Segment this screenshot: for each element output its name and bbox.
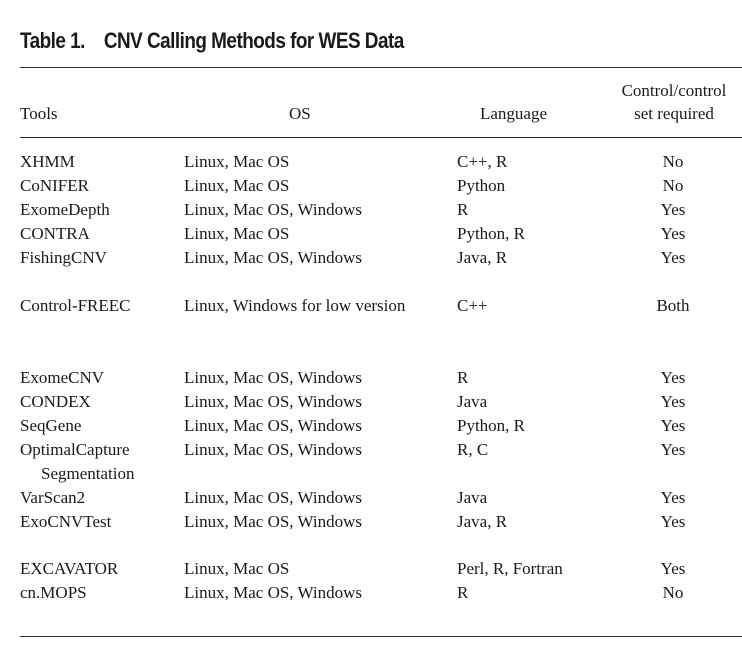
cell-os: Linux, Mac OS <box>184 152 290 171</box>
cell-control-required: Yes <box>660 488 686 507</box>
cell-control-required: Yes <box>660 248 686 267</box>
cell-language: C++, R <box>457 152 508 171</box>
cell-language: Java <box>457 488 488 507</box>
cell-language: Python <box>457 176 506 195</box>
cell-os: Linux, Mac OS, Windows <box>184 440 362 459</box>
cell-os: Linux, Mac OS, Windows <box>184 200 362 219</box>
cell-language: R, C <box>457 440 489 459</box>
cell-control-required: Yes <box>660 368 686 387</box>
cell-control-required: No <box>662 176 684 195</box>
cell-tool: ExomeCNV <box>20 368 105 387</box>
cell-control-required: Yes <box>660 512 686 531</box>
cell-control-required: Yes <box>660 200 686 219</box>
cell-tool: OptimalCapture <box>20 440 130 459</box>
bottom-rule <box>20 636 742 637</box>
cell-control-required: Yes <box>660 224 686 243</box>
cell-tool: ExomeDepth <box>20 200 110 219</box>
header-tools: Tools <box>20 104 58 123</box>
cell-os: Linux, Mac OS <box>184 559 290 578</box>
cell-language: Python, R <box>457 224 526 243</box>
cell-os: Linux, Mac OS, Windows <box>184 392 362 411</box>
cell-control-required: Yes <box>660 440 686 459</box>
cell-tool: XHMM <box>20 152 75 171</box>
cell-tool: CONDEX <box>20 392 91 411</box>
cell-tool: ExoCNVTest <box>20 512 112 531</box>
header-os: OS <box>289 104 311 123</box>
cell-tool: EXCAVATOR <box>20 559 119 578</box>
cell-os: Linux, Mac OS, Windows <box>184 368 362 387</box>
cell-language: R <box>457 583 469 602</box>
cell-language: C++ <box>457 296 488 315</box>
cell-os: Linux, Mac OS, Windows <box>184 416 362 435</box>
cell-tool: FishingCNV <box>20 248 107 267</box>
top-rule <box>20 67 742 68</box>
cell-language: R <box>457 200 469 219</box>
table-title <box>20 28 404 54</box>
header-control-line1: Control/control <box>621 81 727 100</box>
cell-control-required: Yes <box>660 559 686 578</box>
cell-control-required: Yes <box>660 392 686 411</box>
cell-language: Java, R <box>457 512 508 531</box>
cell-os: Linux, Mac OS, Windows <box>184 583 362 602</box>
cell-control-required: No <box>662 583 684 602</box>
cell-tool: CoNIFER <box>20 176 89 195</box>
cell-os: Linux, Mac OS <box>184 224 290 243</box>
table-title-text: CNV Calling Methods for WES Data <box>103 28 404 53</box>
cell-language: Java, R <box>457 248 508 267</box>
table-number: Table 1. <box>20 28 85 53</box>
cell-tool: cn.MOPS <box>20 583 87 602</box>
header-rule <box>20 137 742 138</box>
cell-os: Linux, Mac OS, Windows <box>184 248 362 267</box>
cell-os: Linux, Mac OS, Windows <box>184 512 362 531</box>
cell-tool: CONTRA <box>20 224 90 243</box>
cell-control-required: Both <box>656 296 690 315</box>
cell-language: R <box>457 368 469 387</box>
cell-language: Python, R <box>457 416 526 435</box>
cell-tool: VarScan2 <box>20 488 86 507</box>
cell-os: Linux, Windows for low version <box>184 296 406 315</box>
cell-language: Java <box>457 392 488 411</box>
cell-control-required: No <box>662 152 684 171</box>
cell-control-required: Yes <box>660 416 686 435</box>
header-language: Language <box>480 104 548 123</box>
cell-os: Linux, Mac OS <box>184 176 290 195</box>
cell-language: Perl, R, Fortran <box>457 559 563 578</box>
cell-tool-continued: Segmentation <box>41 464 135 483</box>
cell-os: Linux, Mac OS, Windows <box>184 488 362 507</box>
header-control-line2: set required <box>634 104 714 123</box>
cell-tool: SeqGene <box>20 416 82 435</box>
cell-tool: Control-FREEC <box>20 296 131 315</box>
